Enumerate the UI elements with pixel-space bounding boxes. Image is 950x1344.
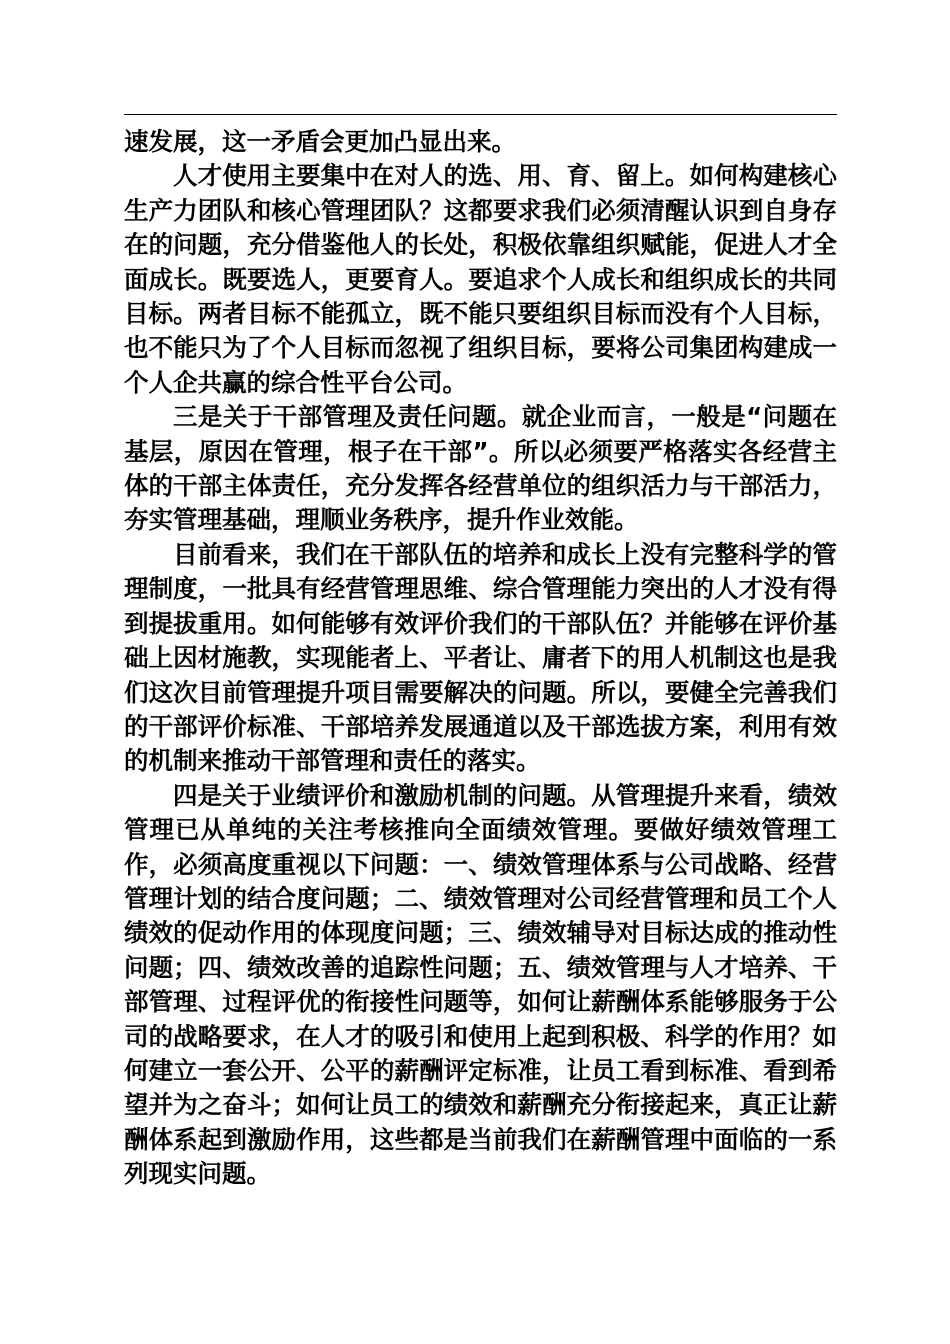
paragraph-performance-incentive: 四是关于业绩评价和激励机制的问题。从管理提升来看，绩效管理已从单纯的关注考核推向全面绩效管理。要做好绩效管理工作，必须高度重视以下问题：一、绩效管理体系与公司战略、经营管理计划的结合度问题；二、绩效管理对公司经营管理和员工个人绩效的促动作用的体现度问题；三、绩效辅导对目标达成的推动性问题；四、绩效改善的追踪性问题；五、绩效管理与人才培养、干部管理、过程评优的衔接性问题等，如何让薪酬体系能够服务于公司的战略要求，在人才的吸引和使用上起到积极、科学的作用？如何建立一套公开、公平的薪酬评定标准，让员工看到标准、看到希望并为之奋斗；如何让员工的绩效和薪酬充分衔接起来，真正让薪酬体系起到激励作用，这些都是当前我们在薪酬管理中面临的一系列现实问题。 — [124, 780, 837, 1189]
paragraph-talent-use: 人才使用主要集中在对人的选、用、育、留上。如何构建核心生产力团队和核心管理团队？这都要求我们必须清醒认识到自身存在的问题，充分借鉴他人的长处，积极依靠组织赋能，促进人才全面成长。既要选人，更要育人。要追求个人成长和组织成长的共同目标。两者目标不能孤立，既不能只要组织目标而没有个人目标，也不能只为了个人目标而忽视了组织目标，要将公司集团构建成一个人企共赢的综合性平台公司。 — [124, 161, 837, 397]
paragraph-continuation: 速发展，这一矛盾会更加凸显出来。 — [124, 127, 516, 156]
document-body — [124, 125, 837, 1192]
paragraph-cadre-management: 三是关于干部管理及责任问题。就企业而言，一般是“问题在基层，原因在管理，根子在干部”。所以必须要严格落实各经营主体的干部主体责任，充分发挥各经营单位的组织活力与干部活力，夯实管理基础，理顺业务秩序，提升作业效能。 — [124, 402, 837, 535]
header-rule — [124, 114, 837, 115]
paragraph-cadre-training: 目前看来，我们在干部队伍的培养和成长上没有完整科学的管理制度，一批具有经营管理思维、综合管理能力突出的人才没有得到提拔重用。如何能够有效评价我们的干部队伍？并能够在评价基础上因材施教，实现能者上、平者让、庸者下的用人机制这也是我们这次目前管理提升项目需要解决的问题。所以，要健全完善我们的干部评价标准、干部培养发展通道以及干部选拔方案，利用有效的机制来推动干部管理和责任的落实。 — [124, 539, 837, 776]
